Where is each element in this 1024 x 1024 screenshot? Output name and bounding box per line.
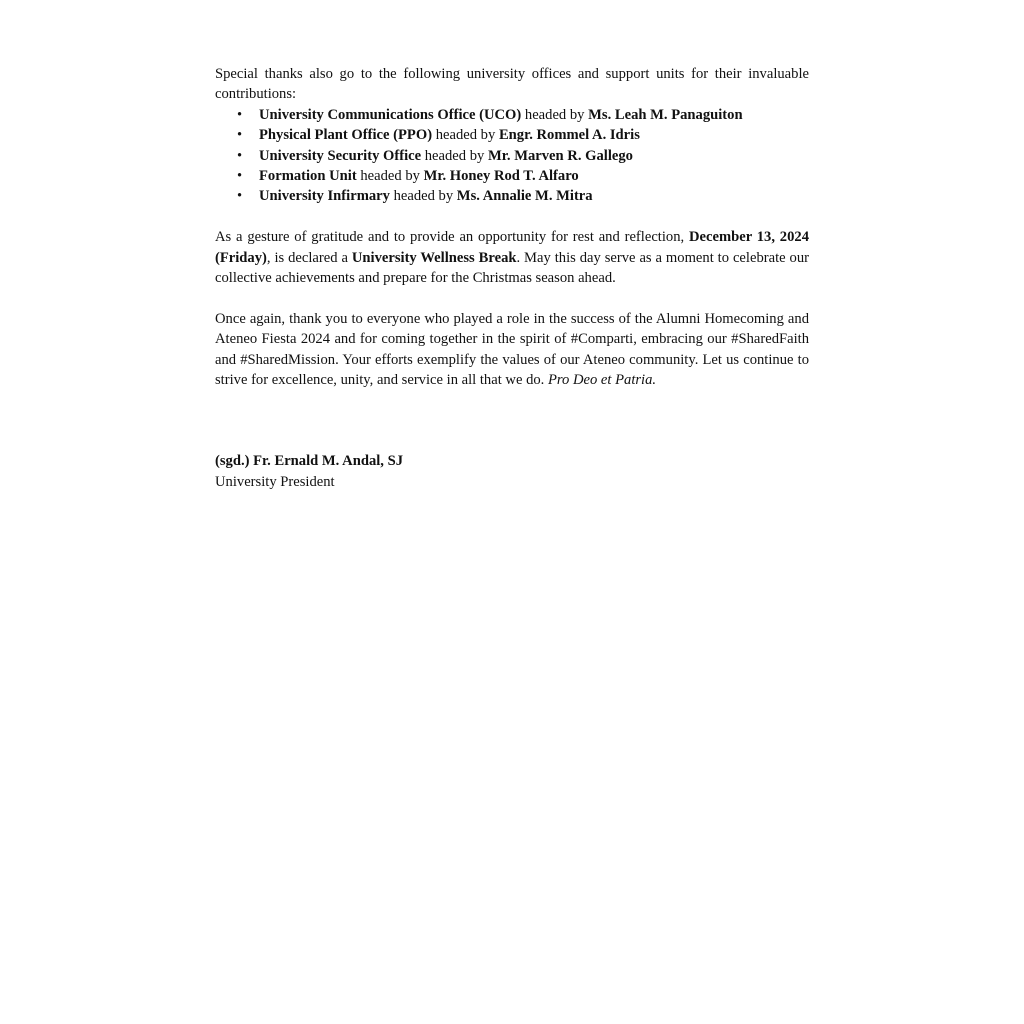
headed-by-text: headed by: [421, 147, 488, 164]
signature-block: [215, 451, 809, 492]
intro-paragraph: [215, 64, 809, 105]
wellness-text-3: . May this day serve as a moment to celebrate our collective achievements and prepare for the Christmas season ahead.: [215, 249, 809, 287]
office-name: Formation Unit: [259, 168, 357, 185]
list-item: [237, 125, 809, 145]
office-name: University Communications Office (UCO): [259, 106, 522, 123]
closing-text: Once again, thank you to everyone who played a role in the success of the Alumni Homecoming and Ateneo Fiesta 2024 and for coming together in the spirit of #Comparti, embracing our #SharedFaith and #SharedMission. Your efforts exemplify the values of our Ateneo community. Let us continue to strive for excellence, unity, and service in all that we do.: [215, 310, 809, 389]
paragraph-spacer: [215, 207, 809, 227]
bullet-icon: •: [237, 106, 243, 123]
headed-by-text: headed by: [432, 127, 499, 144]
closing-paragraph: [215, 309, 809, 391]
bullet-icon: •: [237, 168, 243, 185]
memo-page: [215, 64, 809, 492]
signatory-name: (sgd.) Fr. Ernald M. Andal, SJ: [215, 453, 404, 470]
wellness-text-1: As a gesture of gratitude and to provide an opportunity for rest and reflection,: [215, 229, 689, 246]
office-head: Mr. Marven R. Gallego: [487, 147, 633, 164]
wellness-break-name: University Wellness Break: [351, 249, 517, 266]
office-head: Ms. Annalie M. Mitra: [456, 188, 593, 205]
bullet-icon: •: [237, 188, 243, 205]
list-item: [237, 186, 809, 206]
list-item: [237, 166, 809, 186]
wellness-text-2: , is declared a: [266, 249, 352, 266]
paragraph-spacer: [215, 288, 809, 308]
wellness-paragraph: [215, 227, 809, 288]
headed-by-text: headed by: [389, 188, 457, 205]
headed-by-text: headed by: [356, 168, 424, 185]
closing-motto: Pro Deo et Patria.: [547, 372, 657, 389]
bullet-icon: •: [237, 127, 243, 144]
intro-text: Special thanks also go to the following university offices and support units for their invaluable contributions:: [215, 66, 809, 103]
bullet-icon: •: [237, 147, 243, 164]
office-name: University Infirmary: [259, 188, 390, 205]
signatory-title: University President: [215, 473, 335, 490]
office-head: Ms. Leah M. Panaguiton: [588, 106, 743, 123]
office-head: Engr. Rommel A. Idris: [498, 127, 640, 144]
office-head: Mr. Honey Rod T. Alfaro: [423, 168, 579, 185]
headed-by-text: headed by: [521, 106, 589, 123]
list-item: [237, 105, 809, 125]
signature-spacer: [215, 390, 809, 451]
list-item: [237, 146, 809, 166]
wellness-date: December 13, 2024 (Friday): [215, 229, 809, 266]
office-name: University Security Office: [259, 147, 422, 164]
office-name: Physical Plant Office (PPO): [259, 127, 433, 144]
units-list: [215, 105, 809, 207]
